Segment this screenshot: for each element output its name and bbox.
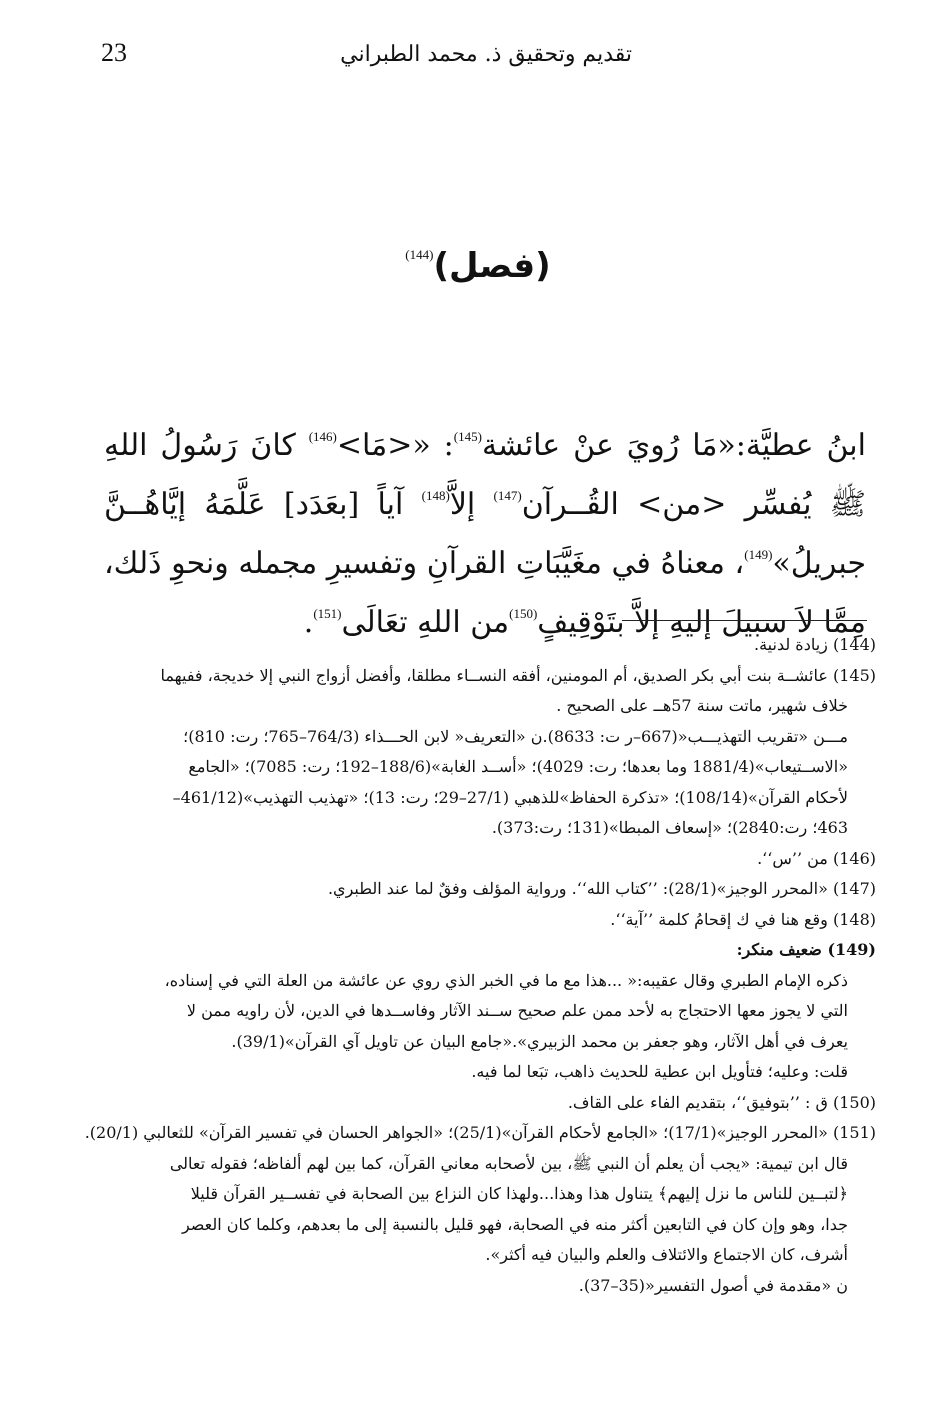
running-header: تقديم وتحقيق ذ. محمد الطبراني	[340, 42, 632, 67]
footnote-line: مـــن «تقريب التهذيـــب«(667–ر ت: 8633).ن «التعريف« لابن الحـــذاء (764/3–765؛ رت: 810)؛	[183, 726, 848, 746]
main-text-segment: ابنُ عطيَّة:«مَا رُويَ عنْ عائشة	[481, 428, 866, 463]
main-text-segment: ، معناهُ في مغَيَّبَاتِ القرآنِ وتفسيرِ مجمله ونحوِ ذَلك، مِمَّا لاَ سبيلَ إليهِ إلاَّ بتَوْقِيفٍ	[104, 546, 866, 640]
footnote-line: التي لا يجوز معها الاحتجاج به لأحد ممن علم صحيح ســند الآثار وفاســدها في الدين، لأن راويه ممن لا	[186, 1001, 848, 1020]
footnote-ref[interactable]: (150)	[509, 606, 538, 621]
section-note-ref: (144)	[405, 247, 434, 262]
footnote-line: جدا، وهو وإن كان في التابعين أكثر منه في الصحابة، فهو قليل بالنسبة إلى ما بعدهم، وكلما كان العصر	[181, 1214, 848, 1234]
section-title: (فصل)	[433, 246, 551, 286]
footnote-ref[interactable]: (146)	[308, 429, 337, 444]
footnote-label: (149) ضعيف منكر:	[736, 940, 876, 959]
main-text-segment: كانَ رَسُولُ اللهِ ﷺ يُفسِّر <من> القُــرآن	[104, 428, 866, 522]
footnote-line: (148) وقع هنا في ك إقحامُ كلمة ’’آية‘‘.	[610, 909, 876, 929]
footnote-line: أشرف، كان الاجتماع والائتلاف والعلم والبيان فيه أكثر».	[485, 1245, 848, 1264]
footnote-line: ن «مقدمة في أصول التفسير«(35–37).	[578, 1275, 848, 1295]
footnote-line: (151) «المحرر الوجيز»(17/1)؛ «الجامع لأحكام القرآن»(25/1)؛ «الجواهر الحسان في تفسير القرآن» للثعالبي (20/1).	[84, 1123, 876, 1142]
footnote-line: (147) «المحرر الوجيز»(28/1): ’’كتاب الله‘‘. ورواية المؤلف وفقٌ لما عند الطبري.	[327, 879, 876, 898]
footnote-line: قال ابن تيمية: «يجب أن يعلم أن النبي ﷺ، بين لأصحابه معاني القرآن، كما بين لهم ألفاظه؛ فقوله تعالى	[169, 1153, 848, 1173]
footnote-line: (150) ق : ’’بتوفيق‘‘، بتقديم الفاء على القاف.	[567, 1092, 876, 1112]
footnote-line: ﴿لتبــين للناس ما نزل إليهم﴾ يتناول هذا وهذا...ولهذا كان النزاع بين الصحابة في تفســير القرآن قليلا	[190, 1184, 848, 1203]
main-text-segment: .	[303, 605, 314, 640]
footnote-ref[interactable]: (147)	[493, 488, 522, 503]
footnote-ref[interactable]: (149)	[744, 547, 773, 562]
footnote-ref[interactable]: (148)	[421, 488, 450, 503]
footnote-line	[104, 935, 876, 966]
footnote-line: قلت: وعليه؛ فتأويل ابن عطية للحديث ذاهب، تبَعا لما فيه.	[471, 1062, 848, 1081]
footnote-line: (145) عائشــة بنت أبي بكر الصديق، أم المومنين، أفقه النســاء مطلقا، وأفضل أزواج النبي إلا خديجة، ففيهما	[160, 665, 876, 685]
main-text-segment: من اللهِ تعَالَى	[341, 605, 510, 640]
footnote-line: لأحكام القرآن»(108/14)؛ «تذكرة الحفاظ»للذهبي (27/1–29؛ رت: 13)؛ «تهذيب التهذيب»(461/12–	[172, 787, 848, 807]
main-text-segment: إلاَّ	[449, 487, 494, 522]
footnotes-section	[84, 630, 876, 1301]
page-number: 23	[101, 38, 127, 67]
footnote-line: خلاف شهير، ماتت سنة 57هــ على الصحيح .	[556, 696, 848, 715]
footnote-ref[interactable]: (151)	[313, 606, 342, 621]
footnote-line: (144) زيادة لدنية.	[754, 635, 876, 654]
main-text-segment: آياً [بعَدَد] عَلَّمَهُ إيَّاهُــنَّ جبريلُ»	[104, 487, 866, 581]
main-paragraph	[104, 412, 866, 648]
footnote-line: (146) من ’’س‘‘.	[757, 848, 876, 868]
footnote-line: «الاســتيعاب»(1881/4 وما بعدها؛ رت: 4029)؛ «أســد الغابة»(188/6–192؛ رت: 7085)؛ «الجامع	[188, 757, 848, 776]
main-text-segment: : «<مَا>	[336, 428, 454, 463]
footnote-line: يعرف في أهل الآثار، وهو جعفر بن محمد الزبيري».«جامع البيان عن تاويل آي القرآن»(39/1).	[231, 1031, 848, 1051]
footnote-divider	[622, 620, 867, 621]
footnote-ref[interactable]: (145)	[453, 429, 482, 444]
footnote-line: ذكره الإمام الطبري وقال عقيبه:« ...هذا مع ما في الخبر الذي روي عن عائشة من العلة التي في إسناده،	[164, 970, 848, 990]
section-heading	[0, 246, 950, 286]
footnote-line: 463؛ رت:2840)؛ «إسعاف المبطا»(131؛ رت:373).	[491, 818, 848, 837]
